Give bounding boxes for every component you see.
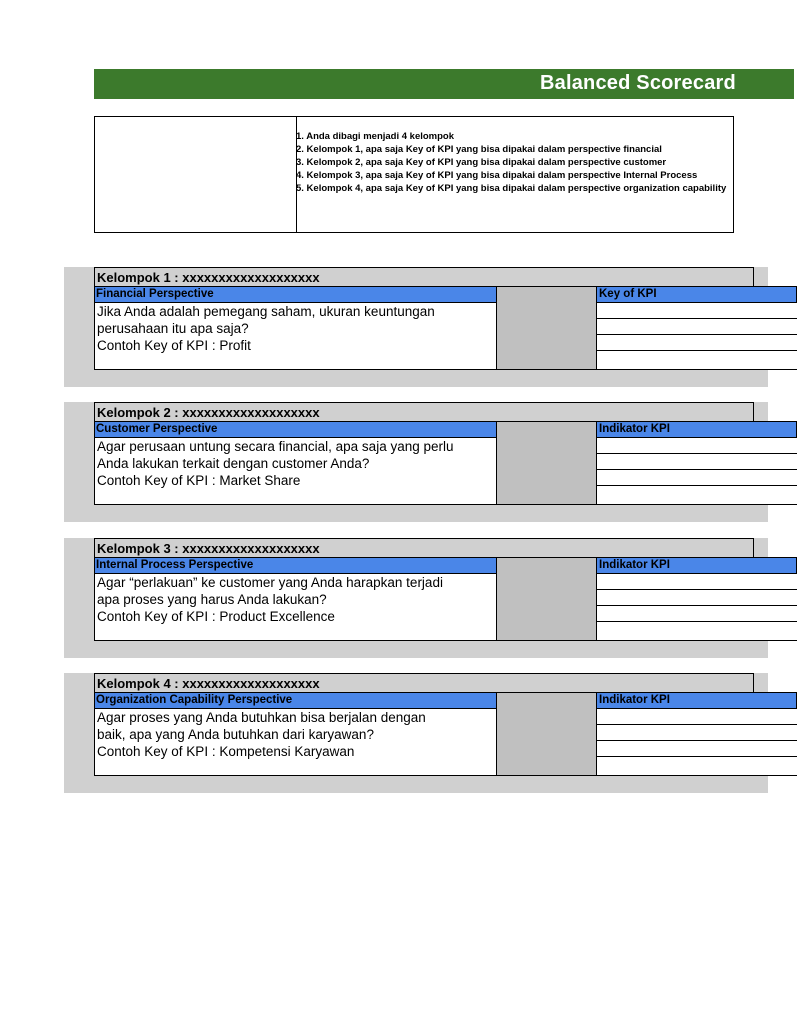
instruction-line: 4. Kelompok 3, apa saja Key of KPI yang bisa dipakai dalam perspective Internal Process [296,170,698,181]
kpi-entry-cell[interactable] [597,741,797,757]
page-title: Balanced Scorecard [540,72,736,94]
description-line: Agar proses yang Anda butuhkan bisa berjalan dengan [97,710,426,725]
description-line: perusahaan itu apa saja? [97,321,249,336]
perspective-description [94,438,497,505]
description-line: apa proses yang harus Anda lakukan? [97,592,327,607]
kpi-entry-cell[interactable] [597,709,797,725]
instruction-line: 1. Anda dibagi menjadi 4 kelompok [296,131,455,142]
instruction-blank-cell [95,117,297,232]
group-1 [94,267,754,370]
instruction-box [94,116,734,233]
perspective-row [94,692,754,709]
kpi-entry-cells [597,574,797,641]
perspective-label: Financial Perspective [94,286,497,303]
kpi-header: Indikator KPI [597,421,797,438]
group-heading: Kelompok 3 : xxxxxxxxxxxxxxxxxxx [94,538,754,557]
description-line: Agar “perlakuan” ke customer yang Anda harapkan terjadi [97,575,443,590]
perspective-row [94,286,754,303]
kpi-entry-cell[interactable] [597,574,797,590]
description-line: Contoh Key of KPI : Market Share [97,473,301,488]
kpi-entry-cells [597,303,797,370]
kpi-header: Indikator KPI [597,692,797,709]
group-3 [94,538,754,641]
kpi-entry-cell[interactable] [597,303,797,319]
kpi-entry-cell[interactable] [597,590,797,606]
description-line: Contoh Key of KPI : Product Excellence [97,609,335,624]
perspective-description [94,709,497,776]
instruction-line: 5. Kelompok 4, apa saja Key of KPI yang bisa dipakai dalam perspective organization capability [296,183,727,194]
kpi-entry-cell[interactable] [597,438,797,454]
description-line: Agar perusaan untung secara financial, apa saja yang perlu [97,439,454,454]
group-heading: Kelompok 4 : xxxxxxxxxxxxxxxxxxx [94,673,754,692]
kpi-entry-cell[interactable] [597,335,797,351]
description-line: Jika Anda adalah pemegang saham, ukuran keuntungan [97,304,435,319]
instruction-list [296,130,726,195]
perspective-label: Customer Perspective [94,421,497,438]
perspective-label: Organization Capability Perspective [94,692,497,709]
description-line: Contoh Key of KPI : Kompetensi Karyawan [97,744,355,759]
perspective-description [94,574,497,641]
group-2 [94,402,754,505]
perspective-row [94,421,754,438]
perspective-row [94,557,754,574]
instruction-line: 3. Kelompok 2, apa saja Key of KPI yang bisa dipakai dalam perspective customer [296,157,667,168]
kpi-header: Indikator KPI [597,557,797,574]
title-bar [94,69,794,99]
description-line: baik, apa yang Anda butuhkan dari karyawan? [97,727,374,742]
kpi-entry-cells [597,709,797,776]
instruction-line: 2. Kelompok 1, apa saja Key of KPI yang bisa dipakai dalam perspective financial [296,144,662,155]
kpi-entry-cells [597,438,797,505]
kpi-entry-cell[interactable] [597,606,797,622]
perspective-description [94,303,497,370]
group-4 [94,673,754,776]
description-line: Anda lakukan terkait dengan customer Anda? [97,456,370,471]
blank-cell[interactable] [497,692,597,776]
kpi-entry-cell[interactable] [597,454,797,470]
kpi-entry-cell[interactable] [597,319,797,335]
blank-cell[interactable] [497,421,597,505]
group-heading: Kelompok 1 : xxxxxxxxxxxxxxxxxxx [94,267,754,286]
kpi-entry-cell[interactable] [597,725,797,741]
group-heading: Kelompok 2 : xxxxxxxxxxxxxxxxxxx [94,402,754,421]
kpi-entry-cell[interactable] [597,470,797,486]
blank-cell[interactable] [497,286,597,370]
perspective-label: Internal Process Perspective [94,557,497,574]
description-line: Contoh Key of KPI : Profit [97,338,251,353]
kpi-header: Key of KPI [597,286,797,303]
blank-cell[interactable] [497,557,597,641]
